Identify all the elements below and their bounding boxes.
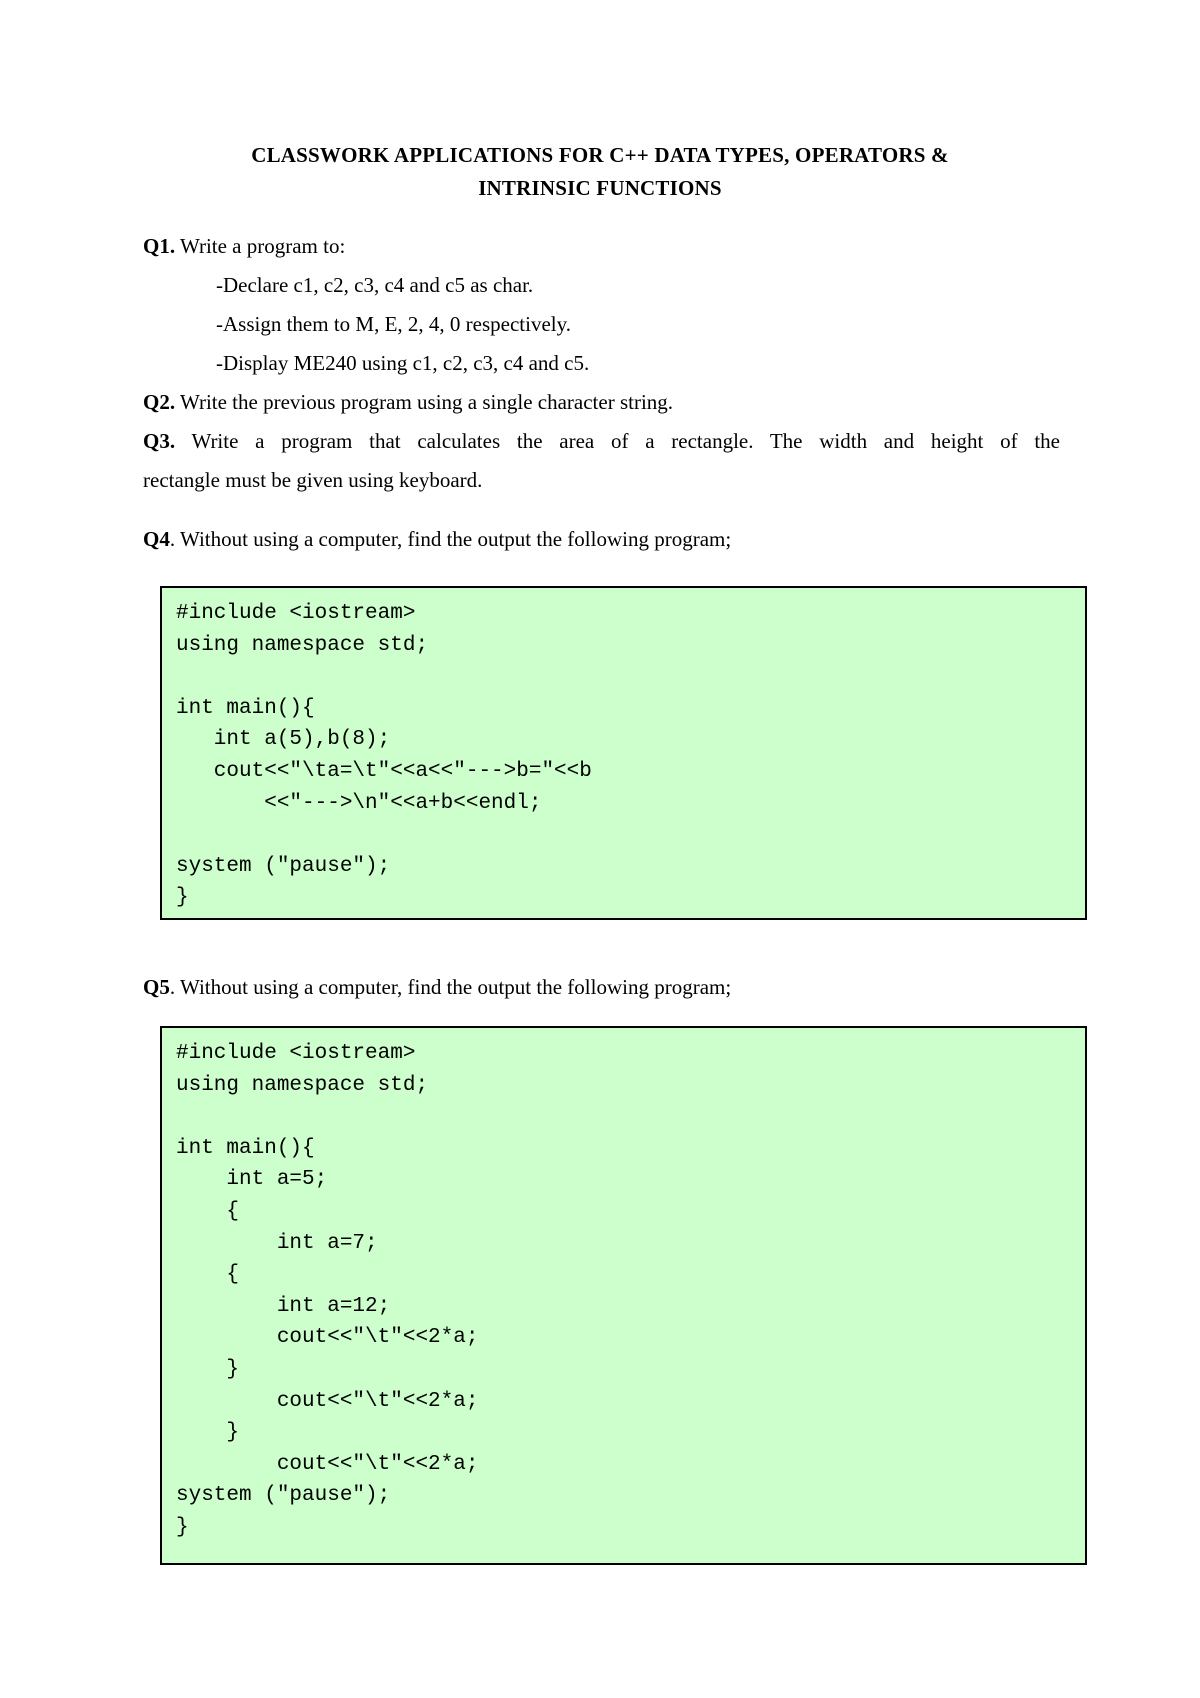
code-q5: #include <iostream> using namespace std; int main(){ int a=5; { int a=7; { int a=12; cout<<"\t"<<2*a; } cout<<"\t"<<2*a; } cout<<"\t"<<2*a; system ("pause"); }	[176, 1042, 479, 1539]
question-5-text: . Without using a computer, find the output the following program;	[169, 975, 732, 999]
question-2-text: Write the previous program using a single character string.	[175, 390, 674, 414]
code-box-q5	[160, 1026, 1087, 1565]
question-4-text: . Without using a computer, find the output the following program;	[169, 527, 732, 551]
question-5-label: Q5	[143, 975, 170, 999]
question-1	[143, 234, 1063, 258]
question-3-line-1	[143, 429, 1060, 453]
question-3-line-2: rectangle must be given using keyboard.	[143, 468, 483, 492]
question-4-label: Q4	[143, 527, 170, 551]
question-1-label: Q1.	[143, 234, 176, 258]
question-1-item-2: -Assign them to M, E, 2, 4, 0 respectively.	[216, 312, 572, 336]
question-3-text: Write a program that calculates the area of a rectangle. The width and height of the	[175, 429, 1060, 453]
question-2-label: Q2.	[143, 390, 176, 414]
document-title-line-2: INTRINSIC FUNCTIONS	[478, 176, 722, 200]
question-3-label: Q3.	[143, 429, 176, 453]
question-1-text: Write a program to:	[175, 234, 346, 258]
question-2	[143, 390, 1063, 414]
question-5	[143, 975, 1063, 999]
code-box-q4	[160, 586, 1087, 920]
question-4	[143, 527, 1063, 551]
code-q4: #include <iostream> using namespace std; int main(){ int a(5),b(8); cout<<"\ta=\t"<<a<<"--->b="<<b <<"--->\n"<<a+b<<endl; system ("pause"); }	[176, 602, 592, 910]
question-1-item-3: -Display ME240 using c1, c2, c3, c4 and c5.	[216, 351, 590, 375]
question-1-item-1: -Declare c1, c2, c3, c4 and c5 as char.	[216, 273, 534, 297]
document-title-line-1: CLASSWORK APPLICATIONS FOR C++ DATA TYPES, OPERATORS &	[251, 143, 949, 167]
